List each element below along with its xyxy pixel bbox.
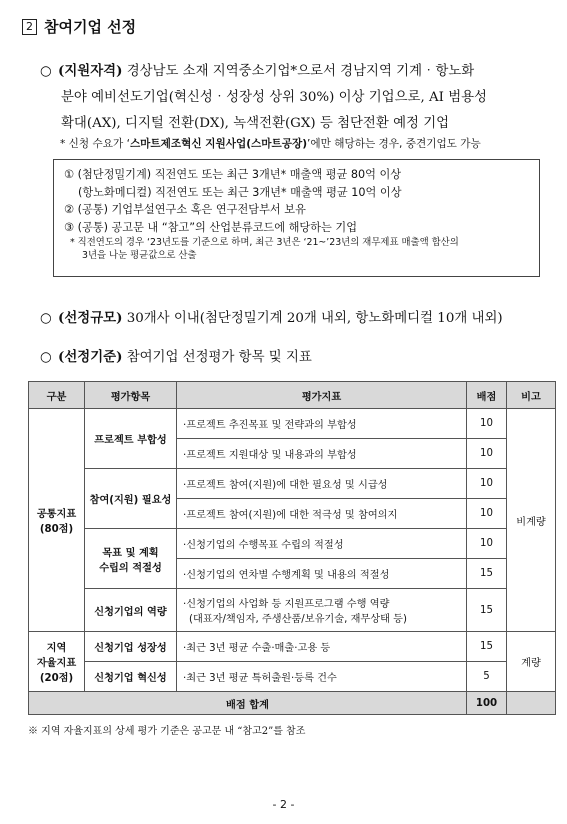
criteria-3: ③ (공통) 공고문 내 “참고”의 산업분류코드에 해당하는 기업 <box>64 220 358 234</box>
indicator-line-2: (대표자/책임자, 주생산품/보유기술, 재무상태 등) <box>189 614 407 625</box>
page-number: - 2 - <box>272 798 295 811</box>
total-row <box>29 692 556 715</box>
table-row <box>29 409 556 439</box>
regional-indicator-cell <box>29 632 85 692</box>
indicator-cell: ‧프로젝트 추진목표 및 전략과의 부합성 <box>177 409 467 439</box>
table-row <box>29 662 556 692</box>
standard-paragraph <box>40 344 555 371</box>
criteria-box <box>53 159 540 277</box>
indicator-cell <box>177 589 467 632</box>
score-cell: 10 <box>467 409 507 439</box>
eligibility-paragraph <box>40 58 555 137</box>
ring-bullet: ○ <box>40 64 52 79</box>
section-number: 2 <box>22 19 37 35</box>
eligibility-line-1: 경상남도 소재 지역중소기업*으로서 경남지역 기계‧항노화 <box>126 64 475 79</box>
score-cell: 10 <box>467 499 507 529</box>
note-text-pre: * 신청 수요가 ‘ <box>60 138 130 150</box>
standard-label: (선정기준) <box>58 349 123 365</box>
indicator-cell: ‧신청기업의 수행목표 수립의 적절성 <box>177 529 467 559</box>
score-cell: 15 <box>467 589 507 632</box>
indicator-cell: ‧최근 3년 평균 수출‧매출‧고용 등 <box>177 632 467 662</box>
table-row <box>29 589 556 632</box>
table-row <box>29 529 556 559</box>
item-cell: 신청기업의 역량 <box>85 589 177 632</box>
standard-text: 참여기업 선정평가 항목 및 지표 <box>126 350 312 365</box>
eligibility-line-3: 확대(AX), 디지털 전환(DX), 녹색전환(GX) 등 첨단전환 예정 기업 <box>61 116 450 131</box>
total-value: 100 <box>467 692 507 715</box>
total-remark-blank <box>507 692 556 715</box>
item-cell: 신청기업 혁신성 <box>85 662 177 692</box>
indicator-line-1: ‧신청기업의 사업화 등 지원프로그램 수행 역량 <box>183 599 390 610</box>
eligibility-line-2: 분야 예비선도기업(혁신성‧성장성 상위 30%) 이상 기업으로, AI 범용성 <box>61 90 487 105</box>
item-line-2: 수립의 적절성 <box>99 562 162 574</box>
indicator-cell: ‧프로젝트 참여(지원)에 대한 필요성 및 시급성 <box>177 469 467 499</box>
item-cell: 참여(지원) 필요성 <box>85 469 177 529</box>
indicator-cell: ‧프로젝트 참여(지원)에 대한 적극성 및 참여의지 <box>177 499 467 529</box>
remark-cell: 계량 <box>507 632 556 692</box>
table-row <box>29 632 556 662</box>
section-heading <box>22 16 136 37</box>
common-indicator-label: 공통지표 <box>36 509 77 520</box>
indicator-cell: ‧최근 3년 평균 특허출원‧등록 건수 <box>177 662 467 692</box>
table-row <box>29 469 556 499</box>
score-cell: 10 <box>467 439 507 469</box>
common-indicator-points: (80점) <box>39 524 74 535</box>
ring-bullet: ○ <box>40 311 52 326</box>
scale-text: 30개사 이내(첨단정밀기계 20개 내외, 항노화메디컬 10개 내외) <box>126 311 503 326</box>
regional-line-1: 지역 <box>46 643 67 654</box>
score-cell: 15 <box>467 632 507 662</box>
eligibility-note <box>60 137 560 152</box>
indicator-cell: ‧신청기업의 연차별 수행계획 및 내용의 적절성 <box>177 559 467 589</box>
score-cell: 10 <box>467 529 507 559</box>
criteria-1a: ① (첨단정밀기계) 직전연도 또는 최근 3개년* 매출액 평균 80억 이상 <box>64 168 402 181</box>
regional-line-3: (20점) <box>39 673 74 684</box>
note-text-bold: 스마트제조혁신 지원사업(스마트공장) <box>129 138 308 150</box>
header-score: 배점 <box>467 382 507 409</box>
header-remark: 비고 <box>507 382 556 409</box>
header-item: 평가항목 <box>85 382 177 409</box>
criteria-note-1: * 직전연도의 경우 ‘23년도를 기준으로 하며, 최근 3년은 ‘21~’23년의 재무제표 매출액 합산의 <box>70 237 459 248</box>
evaluation-table <box>28 381 556 715</box>
remark-cell: 비계량 <box>507 409 556 632</box>
table-header-row <box>29 382 556 409</box>
score-cell: 5 <box>467 662 507 692</box>
regional-line-2: 자율지표 <box>36 658 77 669</box>
score-cell: 10 <box>467 469 507 499</box>
header-indicator: 평가지표 <box>177 382 467 409</box>
scale-label: (선정규모) <box>58 310 123 326</box>
criteria-1b: (항노화메디컬) 직전연도 또는 최근 3개년* 매출액 평균 10억 이상 <box>78 185 402 199</box>
criteria-2: ② (공통) 기업부설연구소 혹은 연구전담부서 보유 <box>64 203 306 216</box>
footnote: ※ 지역 자율지표의 상세 평가 기준은 공고문 내 “참고2”를 참조 <box>28 726 306 737</box>
item-cell <box>85 529 177 589</box>
item-line-1: 목표 및 계획 <box>102 547 159 559</box>
item-cell: 신청기업 성장성 <box>85 632 177 662</box>
indicator-cell: ‧프로젝트 지원대상 및 내용과의 부합성 <box>177 439 467 469</box>
eligibility-label: (지원자격) <box>58 63 123 79</box>
scale-paragraph <box>40 305 555 332</box>
ring-bullet: ○ <box>40 350 52 365</box>
note-text-post: ’에만 해당하는 경우, 중견기업도 가능 <box>307 138 481 150</box>
criteria-note-2: 3년을 나눈 평균값으로 산출 <box>82 250 197 261</box>
section-title: 참여기업 선정 <box>44 18 137 36</box>
common-indicator-cell <box>29 409 85 632</box>
header-category: 구분 <box>29 382 85 409</box>
total-label: 배점 합계 <box>29 692 467 715</box>
score-cell: 15 <box>467 559 507 589</box>
item-cell: 프로젝트 부합성 <box>85 409 177 469</box>
